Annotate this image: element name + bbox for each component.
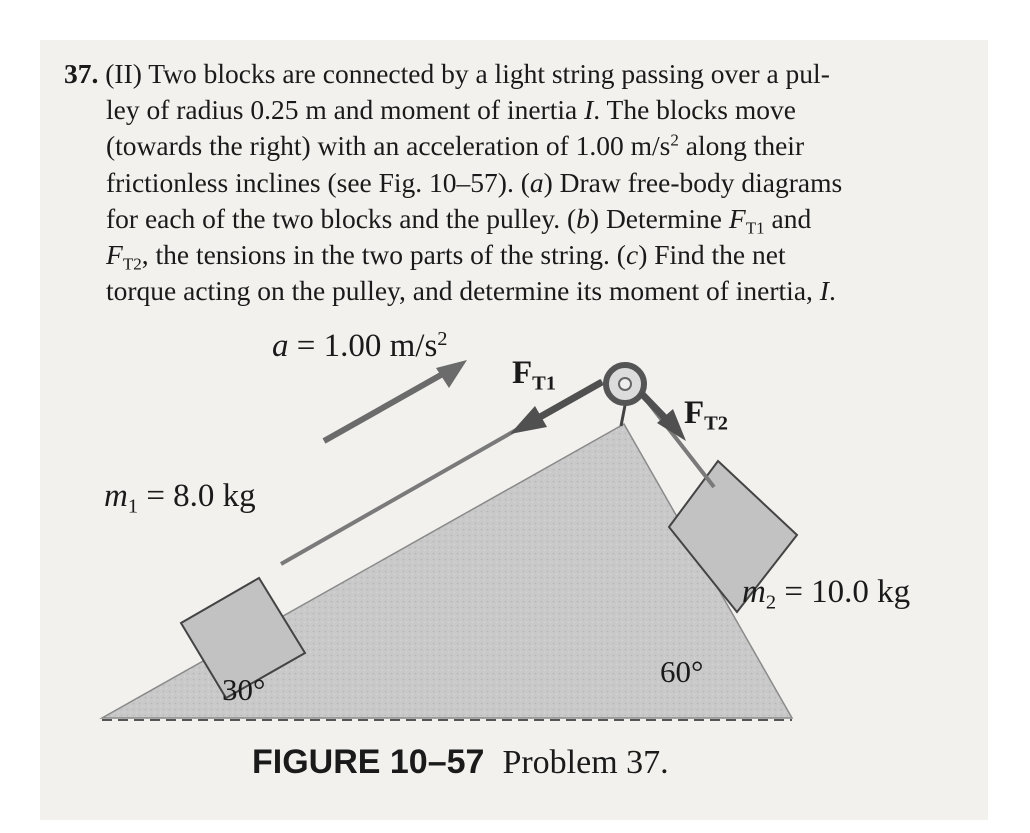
line-5-end: and <box>764 202 812 234</box>
line-6-end: ) Find the net <box>638 239 786 271</box>
line-4-end: ) Draw free-body diagrams <box>543 166 843 198</box>
m2-label <box>742 574 911 614</box>
angle-right-label: 60° <box>660 654 704 689</box>
line-6-text: , the tensions in the two parts of the string. ( <box>141 239 626 271</box>
acceleration-label <box>272 328 448 365</box>
tension-symbol-1: F <box>728 202 746 234</box>
m1-value: = 8.0 kg <box>138 478 256 514</box>
acceleration-value: = 1.00 m/s <box>288 328 438 364</box>
figure-number: FIGURE 10–57 <box>252 743 485 781</box>
acceleration-arrow-shaft <box>324 371 448 441</box>
inertia-symbol: I <box>584 94 594 126</box>
difficulty-level: (II) <box>105 58 142 89</box>
line-5-text: for each of the two blocks and the pulley. ( <box>106 202 577 234</box>
m1-label <box>104 478 256 518</box>
m2-symbol: m <box>742 574 766 610</box>
line-1-text: Two blocks are connected by a light string passing over a pul- <box>148 58 830 89</box>
part-c-label: c <box>625 239 639 271</box>
inertia-symbol-2: I <box>819 275 829 307</box>
line-4-text: frictionless inclines (see Fig. 10–57). ( <box>106 166 530 198</box>
m1-symbol: m <box>104 478 128 514</box>
m2-subscript: 2 <box>765 591 777 614</box>
line-5-mid: ) Determine <box>589 202 729 234</box>
pulley-axle <box>619 378 631 390</box>
figure-caption <box>252 743 669 782</box>
m1-subscript: 1 <box>127 495 139 518</box>
tension-arrow-ft2-shaft <box>641 393 667 420</box>
squared-exponent: 2 <box>670 131 679 151</box>
line-7-end: . <box>828 275 836 307</box>
angle-left-label: 30° <box>222 672 266 707</box>
ft1-symbol: F <box>512 355 533 391</box>
acceleration-exponent: 2 <box>437 327 448 350</box>
tension-symbol-2: F <box>106 239 123 271</box>
acceleration-symbol: a <box>272 328 289 364</box>
tension-arrow-ft1-head <box>510 406 547 434</box>
tension-subscript-1: T1 <box>745 218 765 238</box>
ft1-label <box>512 355 557 395</box>
line-3-end: along their <box>678 130 805 162</box>
tension-subscript-2: T2 <box>122 254 142 274</box>
part-b-label: b <box>576 202 590 234</box>
ft2-subscript: T2 <box>704 412 729 435</box>
problem-number: 37. <box>64 58 99 89</box>
line-2-end: . The blocks move <box>593 94 796 126</box>
ft2-symbol: F <box>684 395 705 431</box>
ft2-label <box>684 395 729 435</box>
figure-problem-ref: Problem 37. <box>502 744 669 781</box>
part-a-label: a <box>529 166 544 198</box>
line-2-text: ley of radius 0.25 m and moment of inertia <box>106 94 585 126</box>
line-7-text: torque acting on the pulley, and determine its moment of inertia, <box>106 275 820 307</box>
m2-value: = 10.0 kg <box>776 574 911 610</box>
line-3-text: (towards the right) with an acceleration of 1.00 m/s <box>106 130 671 162</box>
ft1-subscript: T1 <box>532 372 557 395</box>
